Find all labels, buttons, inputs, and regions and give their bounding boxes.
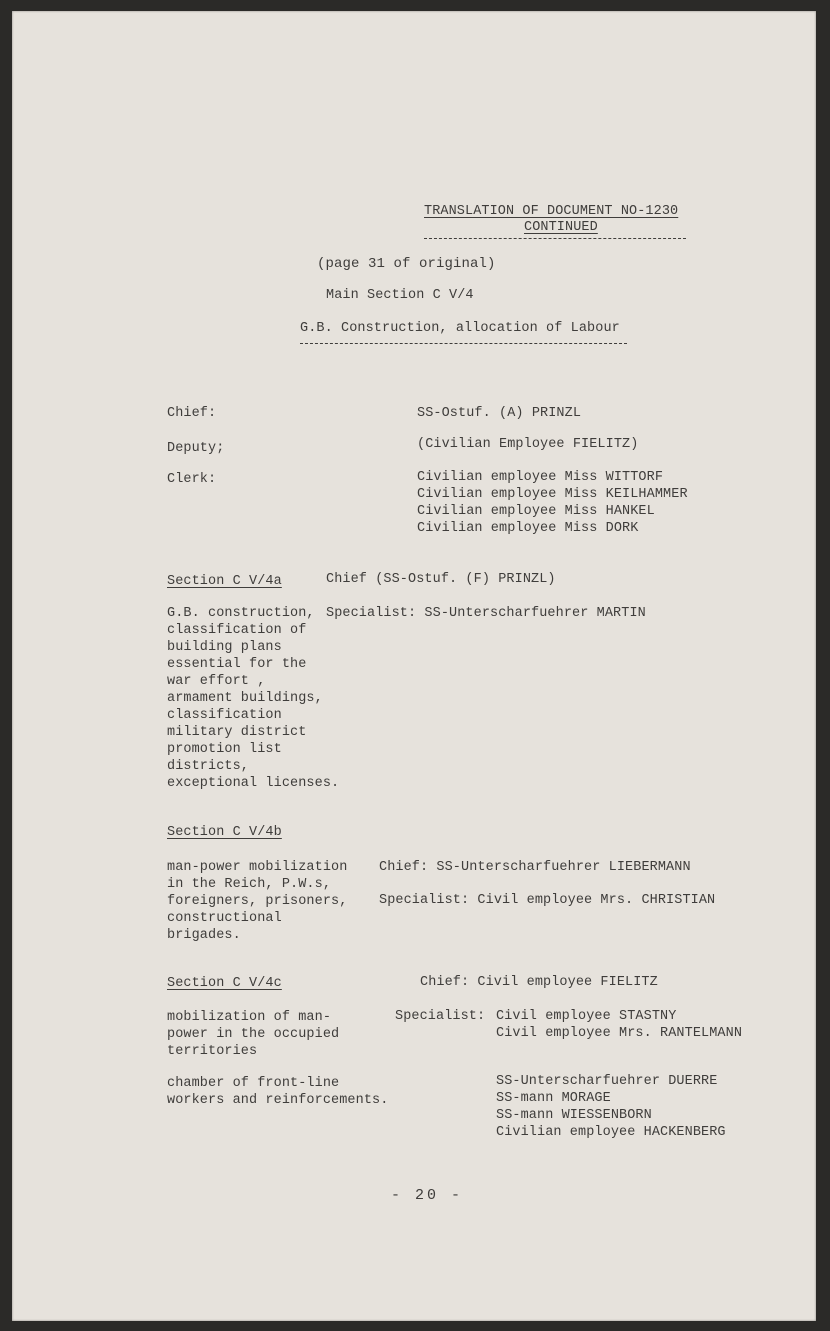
- clerk-list: [417, 469, 688, 537]
- section-c-title: Section C V/4c: [167, 976, 282, 991]
- list-item: SS-Unterscharfuehrer DUERRE: [496, 1074, 718, 1089]
- clerk-label: Clerk:: [167, 472, 217, 487]
- list-item: districts,: [167, 759, 250, 774]
- chief-value: SS-Ostuf. (A) PRINZL: [417, 406, 582, 421]
- list-item: Civilian employee Miss WITTORF: [417, 470, 664, 485]
- list-item: Civil employee Mrs. RANTELMANN: [496, 1026, 743, 1041]
- page-number: - 20 -: [391, 1187, 464, 1204]
- list-item: Civil employee STASTNY: [496, 1009, 677, 1024]
- list-item: armament buildings,: [167, 691, 323, 706]
- list-item: mobilization of man-: [167, 1010, 332, 1025]
- header-rule: [424, 238, 686, 239]
- list-item: war effort ,: [167, 674, 266, 689]
- list-item: SS-mann WIESSENBORN: [496, 1108, 652, 1123]
- continued-label: CONTINUED: [524, 220, 598, 235]
- section-b-specialist: Specialist: Civil employee Mrs. CHRISTIAN: [379, 893, 716, 908]
- list-item: essential for the: [167, 657, 307, 672]
- translation-header: TRANSLATION OF DOCUMENT NO-1230: [424, 204, 679, 219]
- section-a-tasks: [167, 605, 339, 792]
- section-b-chief: Chief: SS-Unterscharfuehrer LIEBERMANN: [379, 860, 691, 875]
- list-item: classification: [167, 708, 282, 723]
- section-c-tasks-1: [167, 1009, 339, 1060]
- list-item: territories: [167, 1044, 258, 1059]
- list-item: power in the occupied: [167, 1027, 340, 1042]
- list-item: exceptional licenses.: [167, 776, 340, 791]
- document-page: [12, 11, 816, 1321]
- section-c-specialists: [496, 1008, 742, 1042]
- list-item: brigades.: [167, 928, 241, 943]
- section-a-title: Section C V/4a: [167, 574, 282, 589]
- deputy-value: (Civilian Employee FIELITZ): [417, 437, 639, 452]
- page-reference: (page 31 of original): [317, 256, 496, 272]
- list-item: man-power mobilization: [167, 860, 348, 875]
- chief-label: Chief:: [167, 406, 217, 421]
- section-c-specialist-label: Specialist:: [395, 1009, 486, 1024]
- list-item: G.B. construction,: [167, 606, 315, 621]
- deputy-label: Deputy;: [167, 441, 225, 456]
- section-b-title: Section C V/4b: [167, 825, 282, 840]
- list-item: SS-mann MORAGE: [496, 1091, 611, 1106]
- list-item: Civilian employee HACKENBERG: [496, 1125, 726, 1140]
- list-item: military district: [167, 725, 307, 740]
- subtitle-rule: [300, 343, 627, 344]
- list-item: constructional: [167, 911, 282, 926]
- section-b-tasks: [167, 859, 347, 944]
- list-item: building plans: [167, 640, 282, 655]
- list-item: Civilian employee Miss HANKEL: [417, 504, 655, 519]
- main-section-title: Main Section C V/4: [326, 288, 474, 303]
- section-c-chief: Chief: Civil employee FIELITZ: [420, 975, 658, 990]
- list-item: Civilian employee Miss KEILHAMMER: [417, 487, 688, 502]
- section-c-staff-2: [496, 1073, 726, 1141]
- document-subtitle: G.B. Construction, allocation of Labour: [300, 321, 620, 336]
- list-item: foreigners, prisoners,: [167, 894, 348, 909]
- list-item: in the Reich, P.W.s,: [167, 877, 332, 892]
- list-item: promotion list: [167, 742, 282, 757]
- list-item: workers and reinforcements.: [167, 1093, 389, 1108]
- list-item: Civilian employee Miss DORK: [417, 521, 639, 536]
- section-c-tasks-2: [167, 1075, 388, 1109]
- section-a-specialist: Specialist: SS-Unterscharfuehrer MARTIN: [326, 606, 646, 621]
- section-a-chief: Chief (SS-Ostuf. (F) PRINZL): [326, 572, 556, 587]
- list-item: classification of: [167, 623, 307, 638]
- list-item: chamber of front-line: [167, 1076, 340, 1091]
